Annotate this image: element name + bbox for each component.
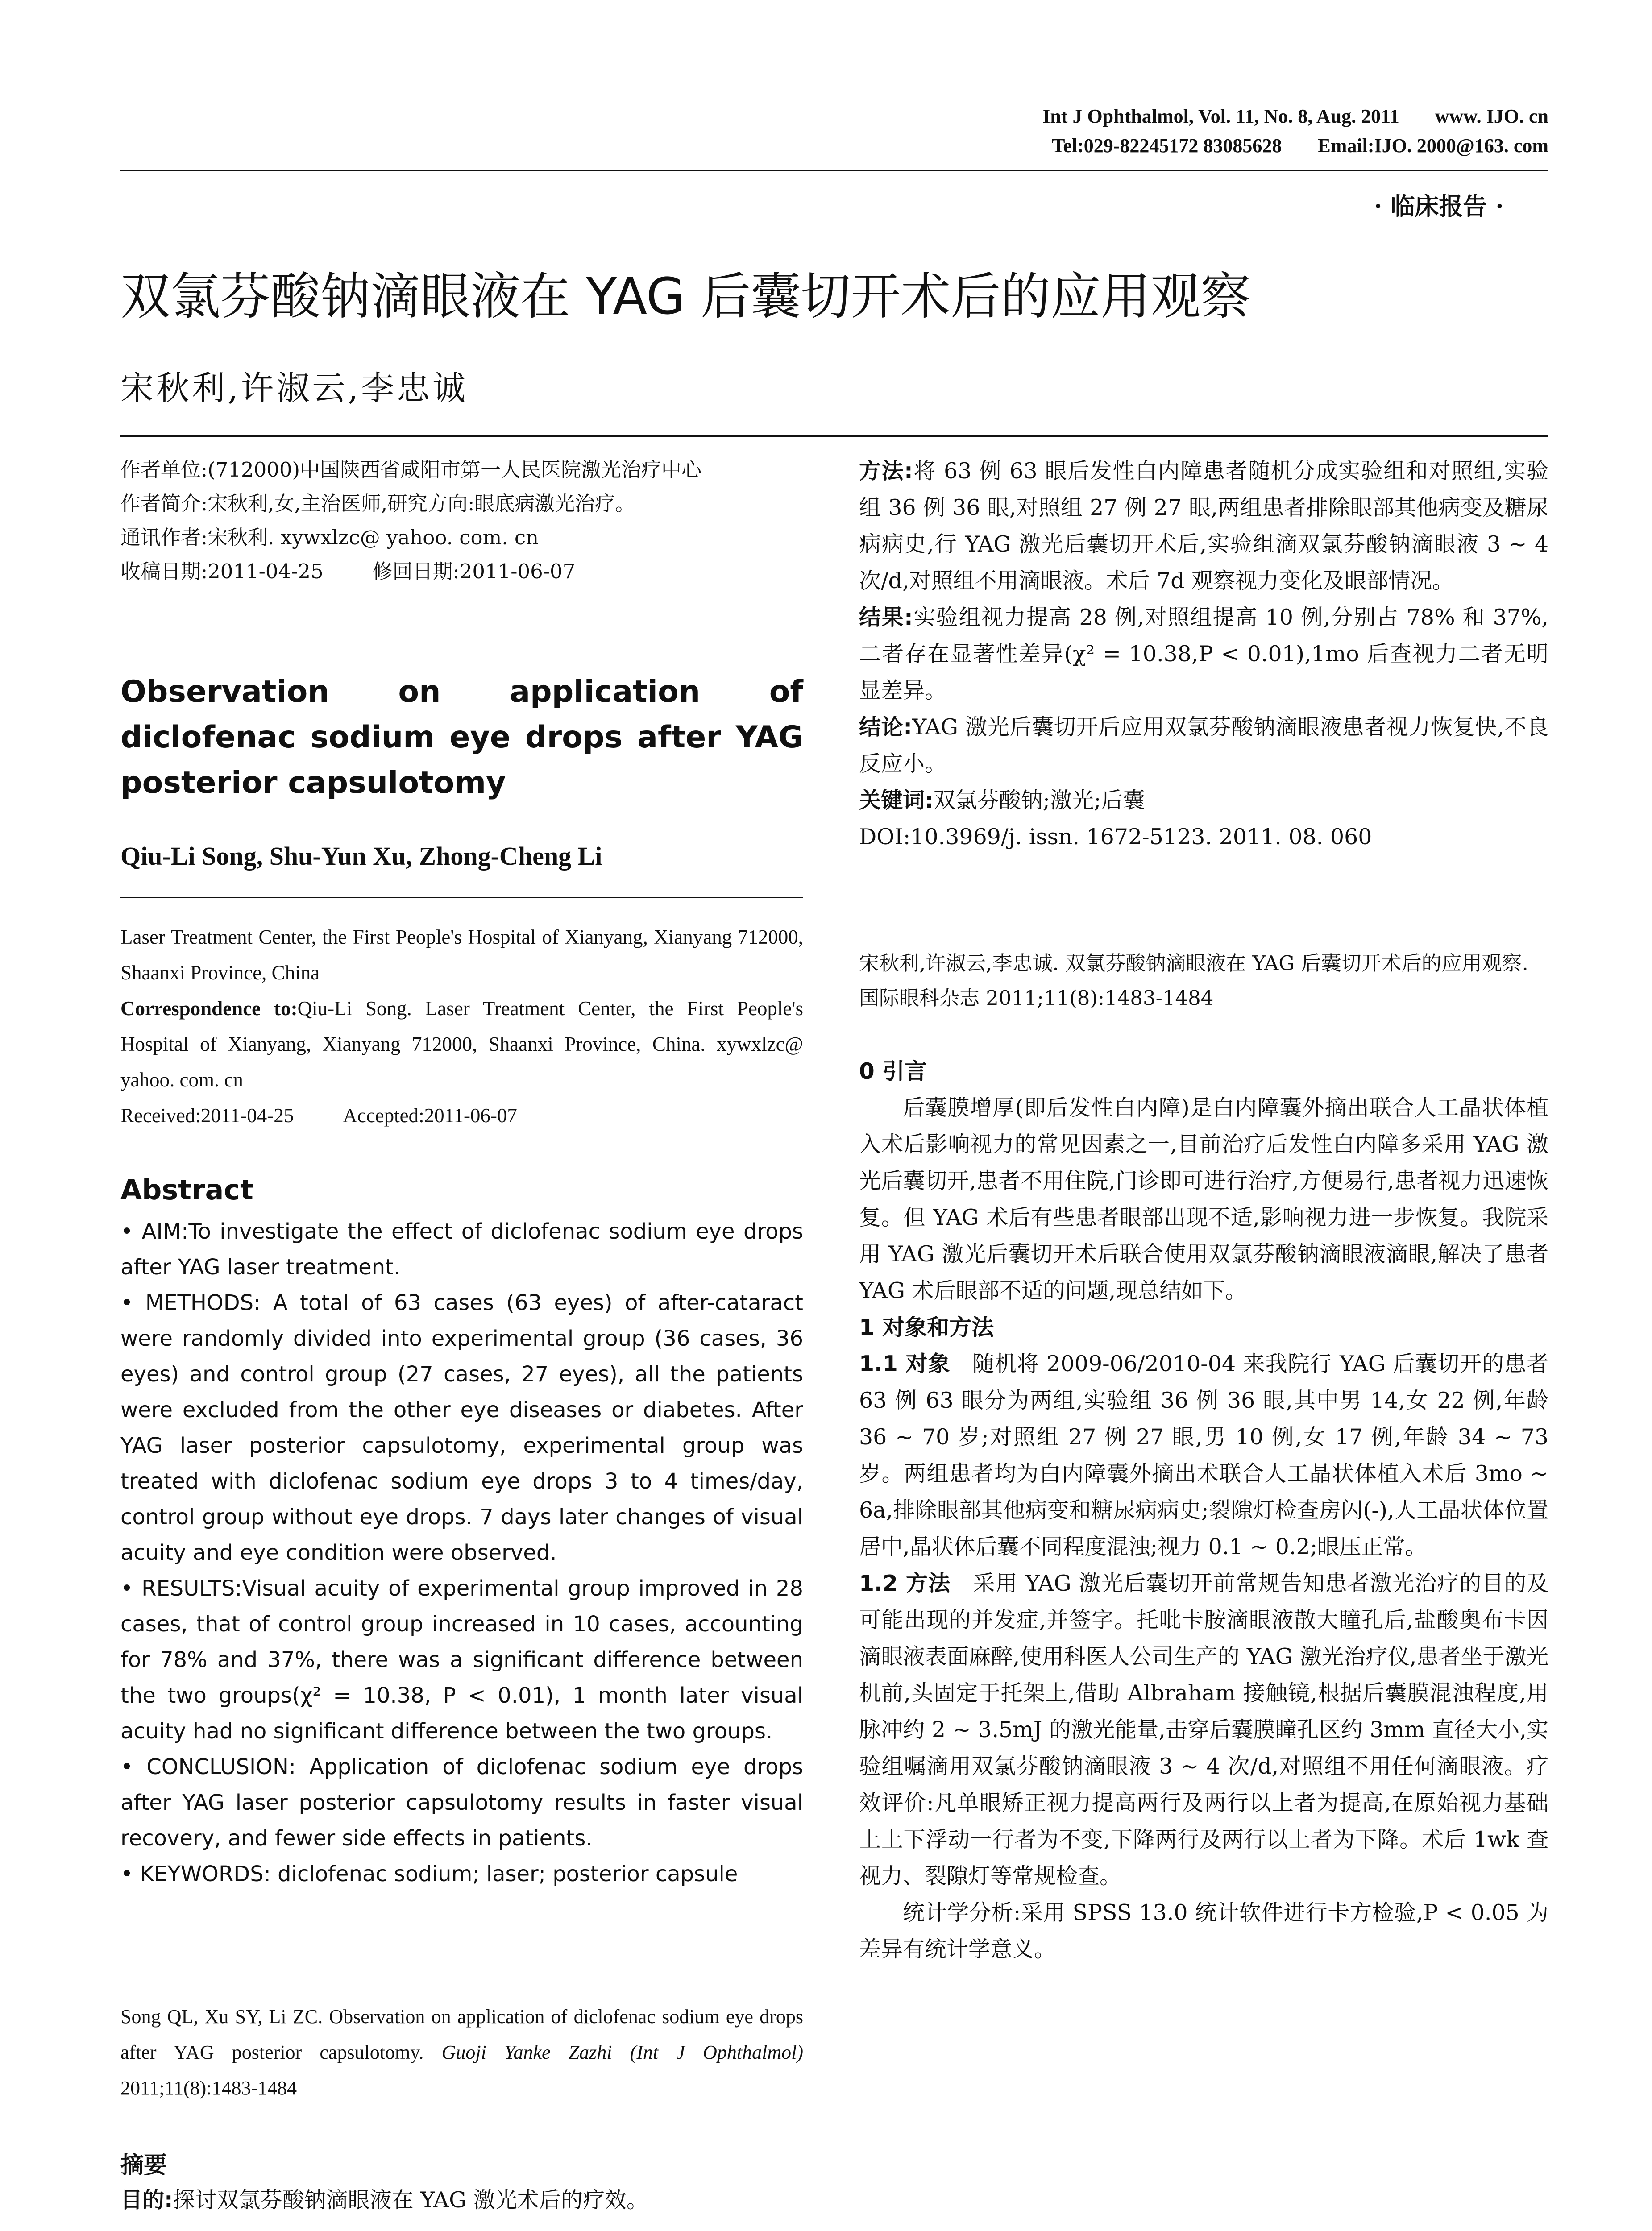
abstract-cn-continued (859, 453, 1548, 855)
intro-heading: 0 引言 (859, 1058, 927, 1084)
abstract-conclusion-text: Application of diclofenac sodium eye drops after YAG laser posterior capsulotomy results in faster visual recovery, and fewer side effects in patients. (120, 1754, 804, 1851)
abstract-keywords-cn-text: 双氯芬酸钠;激光;后囊 (933, 788, 1145, 813)
abstract-keywords-text: diclofenac sodium; laser; posterior capsule (278, 1862, 738, 1887)
abstract-methods-cn (859, 453, 1548, 599)
abstract-keywords-cn (859, 782, 1548, 819)
abstract-methods-cn-label: 方法: (859, 458, 913, 484)
header-rule (120, 170, 1548, 171)
correspondence-text: Qiu-Li Song. Laser Treatment Center, the First People's Hospital of Xianyang, Xianyang 712000, Shaanxi Province, China. xywxlzc@ yahoo. com. cn (120, 997, 803, 1091)
title-rule (120, 435, 1548, 437)
journal-citation-info: Int J Ophthalmol, Vol. 11, No. 8, Aug. 2011 (1042, 105, 1399, 127)
authors-cn: 宋秋利,许淑云,李忠诚 (120, 369, 469, 407)
citation-en-details: 2011;11(8):1483-1484 (120, 2077, 297, 2099)
abstract-results-cn-label: 结果: (859, 605, 913, 630)
abstract-conclusion-cn-text: YAG 激光后囊切开后应用双氯芬酸钠滴眼液患者视力恢复快,不良反应小。 (859, 714, 1548, 776)
journal-website[interactable]: www. IJO. cn (1435, 105, 1548, 127)
abstract-aim-cn (120, 2182, 803, 2219)
abstract-results-label: • RESULTS: (120, 1576, 242, 1601)
abstract-aim-cn-text: 探讨双氯芬酸钠滴眼液在 YAG 激光术后的疗效。 (173, 2187, 648, 2213)
abstract-heading-en: Abstract (120, 1174, 253, 1206)
abstract-keywords-label: • KEYWORDS: (120, 1862, 271, 1887)
abstract-conclusion-en (120, 1749, 803, 1856)
abstract-methods-cn-text: 将 63 例 63 眼后发性白内障患者随机分成实验组和对照组,实验组 36 例 36 眼,对照组 27 例 27 眼,两组患者排除眼部其他病变及糖尿病病史,行 YAG 激光后囊切开术后,实验组滴双氯芬酸钠滴眼液 3 ~ 4 次/d,对照组不用滴眼液。术后 7d 观察视力变化及眼部情况。 (859, 458, 1548, 593)
abstract-keywords-cn-label: 关键词: (859, 788, 934, 813)
abstract-results-cn (859, 599, 1548, 709)
statistics-paragraph: 统计学分析:采用 SPSS 13.0 统计软件进行卡方检验,P < 0.05 为差异有统计学意义。 (859, 1900, 1548, 1962)
received-date-cn: 收稿日期:2011-04-25 (120, 560, 324, 583)
dates-cn (120, 555, 803, 589)
accepted-date-en: Accepted:2011-06-07 (343, 1104, 517, 1127)
abstract-conclusion-label: • CONCLUSION: (120, 1754, 296, 1779)
intro-paragraph: 后囊膜增厚(即后发性白内障)是白内障囊外摘出联合人工晶状体植入术后影响视力的常见因素之一,目前治疗后发性白内障多采用 YAG 激光后囊切开,患者不用住院,门诊即可进行治疗,方便易行,患者视力迅速恢复。但 YAG 术后有些患者眼部出现不适,影响视力进一步恢复。我院采用 YAG 激光后囊切开术后联合使用双氯芬酸钠滴眼液滴眼,解决了患者 YAG 术后眼部不适的问题,现总结如下。 (859, 1095, 1548, 1303)
subjects-heading: 1.1 对象 (859, 1351, 951, 1377)
citation-en (120, 1999, 803, 2106)
method-heading: 1.2 方法 (859, 1571, 951, 1596)
subjects-paragraph (859, 1346, 1548, 1565)
citation-en-text: Song QL, Xu SY, Li ZC. Observation on application of diclofenac sodium eye drops after YAG posterior capsulotomy. (120, 2006, 803, 2063)
abstract-aim-en (120, 1214, 803, 1285)
method-paragraph (859, 1565, 1548, 1895)
abstract-conclusion-cn-label: 结论: (859, 714, 912, 740)
citation-en-journal: Guoji Yanke Zazhi (Int J Ophthalmol) (441, 2041, 804, 2063)
abstract-aim-label: • AIM: (120, 1219, 189, 1244)
abstract-results-en (120, 1571, 803, 1749)
correspondence-en (120, 991, 803, 1098)
section-label: · 临床报告 · (1374, 192, 1504, 220)
abstract-methods-en (120, 1285, 803, 1571)
corresponding-author-cn: 通讯作者:宋秋利. xywxlzc@ yahoo. com. cn (120, 526, 539, 549)
abstract-aim-cn-label: 目的: (120, 2187, 173, 2213)
correspondence-label: Correspondence to: (120, 997, 298, 1020)
abstract-methods-label: • METHODS: (120, 1290, 261, 1315)
abstract-aim-text: To investigate the effect of diclofenac sodium eye drops after YAG laser treatment. (120, 1219, 803, 1280)
doi[interactable]: DOI:10.3969/j. issn. 1672-5123. 2011. 08. 060 (859, 824, 1372, 850)
authors-rule (120, 897, 803, 898)
article-title-en: Observation on application of diclofenac sodium eye drops after YAG posterior capsulotomy (120, 674, 803, 800)
citation-cn: 宋秋利,许淑云,李忠诚. 双氯芬酸钠滴眼液在 YAG 后囊切开术后的应用观察. 国际眼科杂志 2011;11(8):1483-1484 (859, 951, 1528, 1010)
revised-date-cn: 修回日期:2011-06-07 (372, 560, 576, 583)
abstract-en (120, 1214, 803, 1892)
abstract-heading-cn: 摘要 (120, 2152, 167, 2179)
journal-header-line2 (870, 131, 1548, 161)
abstract-methods-text: A total of 63 cases (63 eyes) of after-cataract were randomly divided into experimental group (36 cases, 36 eyes) and control group (27 cases, 27 eyes), all the patients were excluded from the other eye diseases or diabetes. After YAG laser posterior capsulotomy, experimental group was treated with diclofenac sodium eye drops 3 to 4 times/day, control group without eye drops. 7 days later changes of visual acuity and eye condition were observed. (120, 1290, 803, 1565)
journal-header (870, 102, 1548, 161)
dates-en (120, 1098, 803, 1133)
abstract-results-cn-text: 实验组视力提高 28 例,对照组提高 10 例,分别占 78% 和 37%,二者存在显著性差异(χ² = 10.38,P < 0.01),1mo 后查视力二者无明显差异。 (859, 605, 1548, 703)
author-unit: 作者单位:(712000)中国陕西省咸阳市第一人民医院激光治疗中心 (120, 458, 702, 481)
authors-en: Qiu-Li Song, Shu-Yun Xu, Zhong-Cheng Li (120, 842, 602, 871)
abstract-keywords-en (120, 1856, 803, 1892)
affiliation-cn (120, 453, 803, 589)
author-profile: 作者简介:宋秋利,女,主治医师,研究方向:眼底病激光治疗。 (120, 492, 635, 515)
journal-phone: Tel:029-82245172 83085628 (1052, 135, 1282, 157)
article-title-cn: 双氯芬酸钠滴眼液在 YAG 后囊切开术后的应用观察 (120, 268, 1251, 326)
journal-header-line1 (870, 102, 1548, 131)
subjects-text: 随机将 2009-06/2010-04 来我院行 YAG 后囊切开的患者 63 例 63 眼分为两组,实验组 36 例 36 眼,其中男 14,女 22 例,年龄 36 ~ 70 岁;对照组 27 例 27 眼,男 10 例,女 17 例,年龄 34 ~ 73 岁。两组患者均为白内障囊外摘出术联合人工晶状体植入术后 3mo ~ 6a,排除眼部其他病变和糖尿病病史;裂隙灯检查房闪(-),人工晶状体位置居中,晶状体后囊不同程度混浊;视力 0.1 ~ 0.2;眼压正常。 (859, 1351, 1548, 1559)
method-text: 采用 YAG 激光后囊切开前常规告知患者激光治疗的目的及可能出现的并发症,并签字。托吡卡胺滴眼液散大瞳孔后,盐酸奥布卡因滴眼液表面麻醉,使用科医人公司生产的 YAG 激光治疗仪,患者坐于激光机前,头固定于托架上,借助 Albraham 接触镜,根据后囊膜混浊程度,用脉冲约 2 ~ 3.5mJ 的激光能量,击穿后囊膜瞳孔区约 3mm 直径大小,实验组嘱滴用双氯芬酸钠滴眼液 3 ~ 4 次/d,对照组不用任何滴眼液。疗效评价:凡单眼矫正视力提高两行及两行以上者为提高,在原始视力基础上上下浮动一行者为不变,下降两行及两行以上者为下降。术后 1wk 查视力、裂隙灯等常规检查。 (859, 1571, 1548, 1889)
journal-email[interactable]: Email:IJO. 2000@163. com (1317, 135, 1548, 157)
methods-heading: 1 对象和方法 (859, 1315, 994, 1340)
affiliation-address-en: Laser Treatment Center, the First People's Hospital of Xianyang, Xianyang 712000, Shaanxi Province, China (120, 926, 803, 984)
received-date-en: Received:2011-04-25 (120, 1104, 294, 1127)
abstract-conclusion-cn (859, 709, 1548, 782)
affiliation-en (120, 919, 803, 1133)
abstract-results-text: Visual acuity of experimental group improved in 28 cases, that of control group increased in 10 cases, accounting for 78% and 37%, there was a significant difference between the two groups(χ² = 10.38, P < 0.01), 1 month later visual acuity had no significant difference between the two groups. (120, 1576, 803, 1744)
article-body (859, 1053, 1548, 1968)
